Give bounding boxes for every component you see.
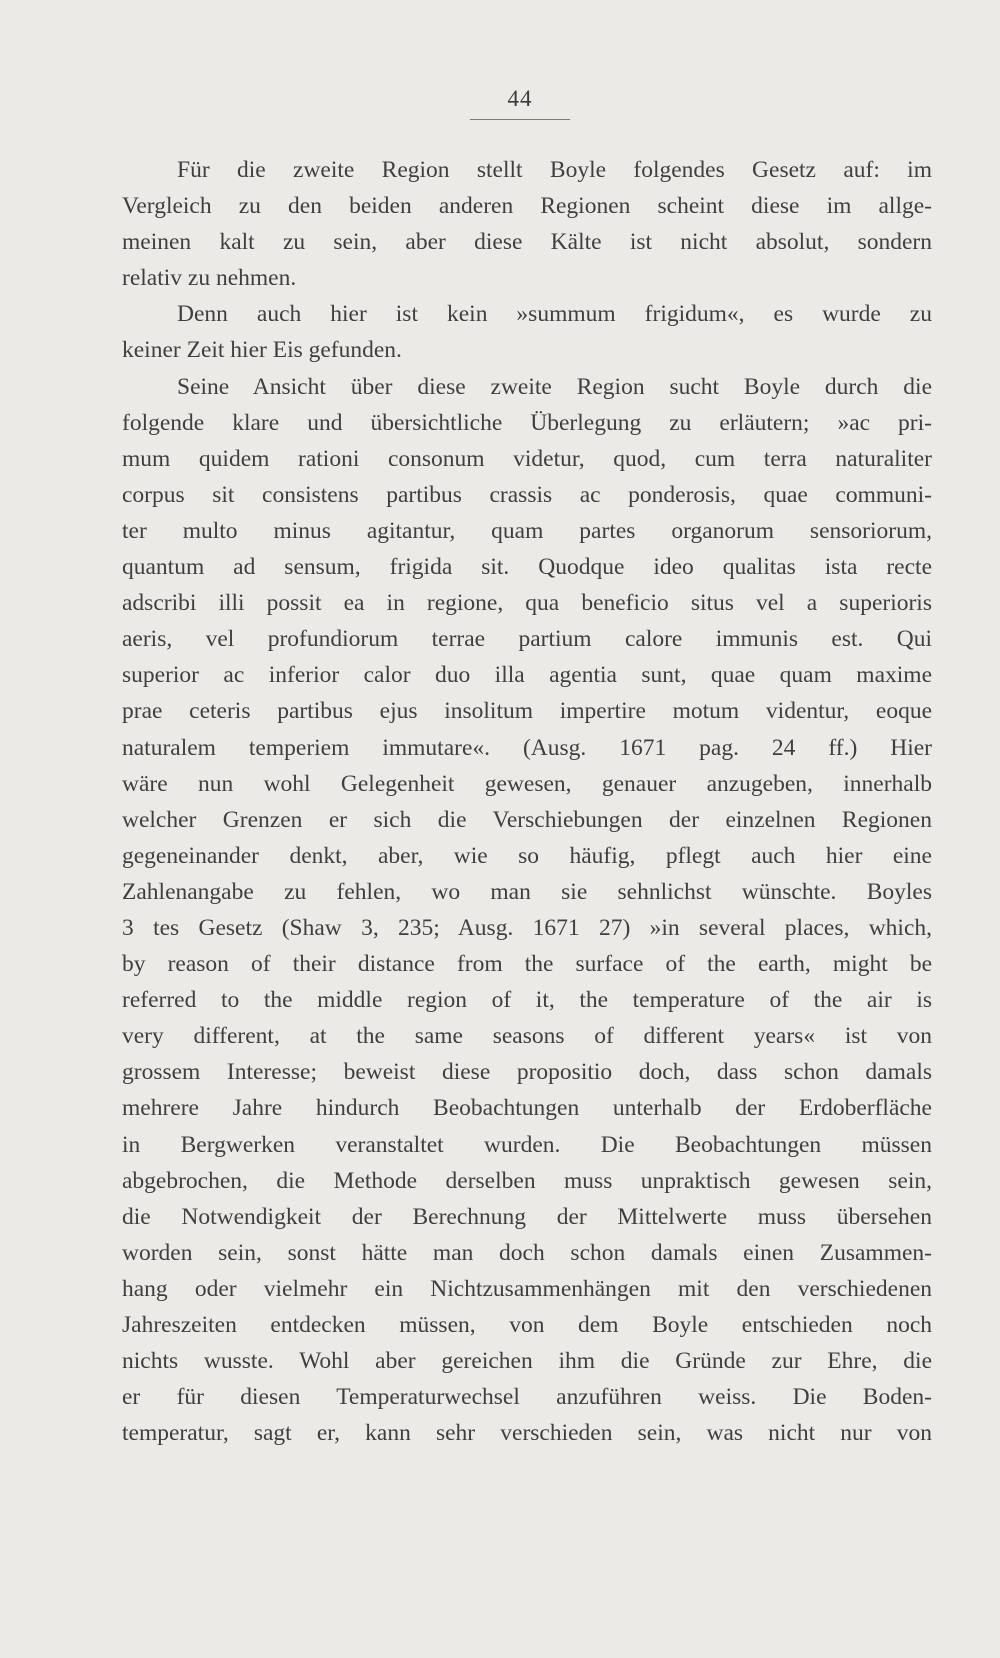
text-line: Jahreszeiten entdecken müssen, von dem Boyle entschieden noch [122,1312,932,1338]
text-line: Seine Ansicht über diese zweite Region sucht Boyle durch die [177,373,932,400]
text-line: gegeneinander denkt, aber, wie so häufig, pflegt auch hier eine [122,842,932,869]
text-line: adscribi illi possit ea in regione, qua beneficio situs vel a superioris [122,590,932,617]
text-line: naturalem temperiem immutare«. (Ausg. 1671 pag. 24 ff.) Hier [122,734,932,761]
text-line: welcher Grenzen er sich die Verschiebungen der einzelnen Regionen [122,806,932,833]
text-line: nichts wusste. Wohl aber gereichen ihm die Gründe zur Ehre, die [122,1348,932,1375]
page-number-rule [470,119,570,120]
text-line: very different, at the same seasons of different years« ist von [122,1023,932,1050]
text-line: mum quidem rationi consonum videtur, quod, cum terra naturaliter [122,445,932,472]
text-line: temperatur, sagt er, kann sehr verschieden sein, was nicht nur von [122,1420,932,1447]
text-line: referred to the middle region of it, the temperature of the air is [122,987,932,1014]
text-line: ter multo minus agitantur, quam partes organorum sensoriorum, [122,517,932,544]
body-text [122,152,932,1451]
text-line: abgebrochen, die Methode derselben muss unpraktisch gewesen sein, [122,1167,932,1194]
text-line: er für diesen Temperaturwechsel anzuführen weiss. Die Boden- [122,1384,932,1411]
text-line: Vergleich zu den beiden anderen Regionen scheint diese im allge- [122,193,932,220]
text-line: mehrere Jahre hindurch Beobachtungen unterhalb der Erdoberfläche [122,1095,932,1122]
text-line: prae ceteris partibus ejus insolitum impertire motum videntur, eoque [122,698,932,725]
text-line: quantum ad sensum, frigida sit. Quodque ideo qualitas ista recte [122,554,932,581]
text-line: relativ zu nehmen. [122,265,297,292]
page-number: 44 [507,86,533,111]
text-line: wäre nun wohl Gelegenheit gewesen, genauer anzugeben, innerhalb [122,770,932,797]
text-line: worden sein, sonst hätte man doch schon damals einen Zusammen- [122,1239,932,1266]
text-line: Zahlenangabe zu fehlen, wo man sie sehnlichst wünschte. Boyles [122,878,932,905]
text-line: Für die zweite Region stellt Boyle folgendes Gesetz auf: im [177,157,932,183]
text-line: meinen kalt zu sein, aber diese Kälte ist nicht absolut, sondern [122,229,932,256]
text-line: hang oder vielmehr ein Nichtzusammenhängen mit den verschiedenen [122,1275,932,1302]
text-line: by reason of their distance from the surface of the earth, might be [122,951,932,978]
text-line: superior ac inferior calor duo illa agentia sunt, quae quam maxime [122,662,932,689]
text-line: aeris, vel profundiorum terrae partium calore immunis est. Qui [122,626,932,653]
text-line: folgende klare und übersichtliche Überlegung zu erläutern; »ac pri- [122,409,932,436]
text-line: keiner Zeit hier Eis gefunden. [122,337,402,364]
text-line: die Notwendigkeit der Berechnung der Mittelwerte muss übersehen [122,1203,932,1230]
text-line: grossem Interesse; beweist diese propositio doch, dass schon damals [122,1059,932,1086]
text-line: 3 tes Gesetz (Shaw 3, 235; Ausg. 1671 27) »in several places, which, [122,914,932,941]
text-line: Denn auch hier ist kein »summum frigidum«, es wurde zu [177,301,932,328]
text-line: in Bergwerken veranstaltet wurden. Die Beobachtungen müssen [122,1131,932,1158]
text-line: corpus sit consistens partibus crassis ac ponderosis, quae communi- [122,481,932,508]
